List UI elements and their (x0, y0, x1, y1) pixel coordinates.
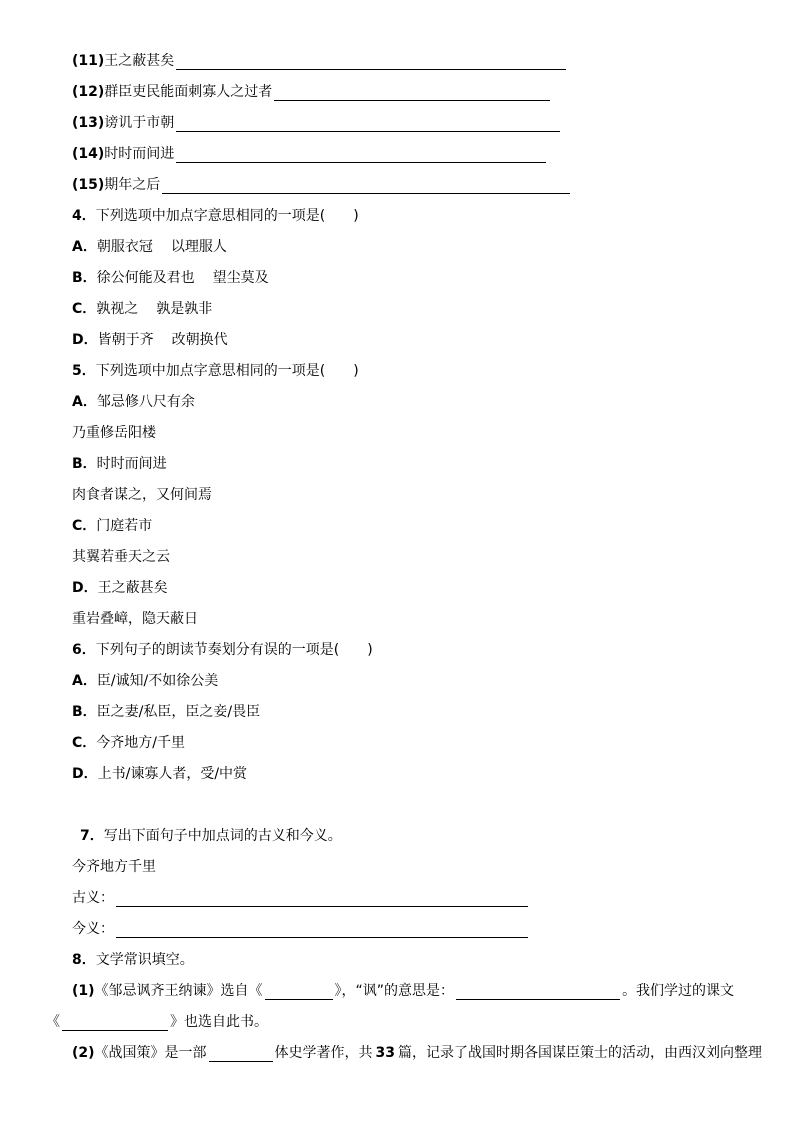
q6-option-d[interactable] (72, 765, 247, 783)
option-text-a: 邹忌修八尺有余 (96, 394, 195, 410)
q5-option-d-line2 (72, 610, 198, 628)
question-text: 文学常识填空。 (95, 952, 194, 968)
option-text-b: 以理服人 (170, 239, 227, 255)
q3-item-12 (72, 83, 552, 101)
option-text-a: 时时而间进 (96, 456, 167, 472)
modern-meaning-label: 今义： (72, 921, 114, 937)
item-number: (12) (72, 84, 105, 100)
option-text-a: 孰视之 (96, 301, 139, 317)
option-label: C． (72, 735, 97, 751)
option-text-b: 望尘莫及 (212, 270, 269, 286)
q3-item-14 (72, 145, 548, 163)
item-text: 时时而间进 (104, 146, 175, 162)
q5-option-d[interactable] (72, 579, 168, 597)
option-label: D． (72, 580, 98, 596)
option-label: D． (72, 332, 98, 348)
option-text-b: 其翼若垂天之云 (72, 549, 170, 565)
question-text: 下列选项中加点字意思相同的一项是( ) (95, 208, 359, 224)
question-number: 8． (72, 952, 96, 968)
modern-meaning-blank[interactable] (116, 923, 528, 938)
q8-part-2 (72, 1044, 762, 1062)
q3-item-15 (72, 176, 572, 194)
q4-stem (72, 207, 359, 225)
option-label: A． (72, 673, 97, 689)
part-text-b: 体史学著作，共 (274, 1045, 373, 1061)
option-text-b: 孰是孰非 (156, 301, 213, 317)
option-text-b: 重岩叠嶂，隐天蔽日 (72, 611, 198, 627)
item-text: 期年之后 (104, 177, 161, 193)
q5-option-a[interactable] (72, 393, 195, 411)
q7-modern-meaning (72, 920, 530, 938)
q6-option-b[interactable] (72, 703, 260, 721)
source-book-blank[interactable] (265, 985, 333, 1000)
option-text-b: 改朝换代 (171, 332, 228, 348)
part-text-a: 《邹忌讽齐王纳谏》选自《 (94, 983, 263, 999)
option-label: A． (72, 394, 97, 410)
answer-blank[interactable] (176, 55, 566, 70)
answer-blank[interactable] (162, 179, 570, 194)
item-text: 谤讥于市朝 (104, 115, 175, 131)
item-number: (15) (72, 177, 105, 193)
q7-ancient-meaning (72, 889, 530, 907)
q3-item-13 (72, 114, 562, 132)
part-number: (2) (72, 1045, 95, 1061)
option-label: D． (72, 766, 98, 782)
item-text: 群臣吏民能面刺寡人之过者 (104, 84, 273, 100)
feng-meaning-blank[interactable] (456, 985, 620, 1000)
q7-stem (80, 827, 342, 845)
q8-part-1 (72, 982, 734, 1000)
option-label: C． (72, 301, 97, 317)
question-number: 6． (72, 642, 96, 658)
q4-option-c[interactable] (72, 300, 212, 318)
q5-option-b-line2 (72, 486, 212, 504)
item-number: (11) (72, 53, 105, 69)
answer-blank[interactable] (274, 86, 550, 101)
option-text-b: 乃重修岳阳楼 (72, 425, 156, 441)
option-text-a: 皆朝于齐 (97, 332, 154, 348)
q4-option-b[interactable] (72, 269, 269, 287)
q8-stem (72, 951, 194, 969)
q5-stem (72, 362, 359, 380)
q5-option-a-line2 (72, 424, 156, 442)
option-text-a: 门庭若市 (96, 518, 153, 534)
lesson-title-blank[interactable] (62, 1016, 168, 1031)
question-text: 写出下面句子中加点词的古义和今义。 (103, 828, 342, 844)
option-label: B． (72, 704, 97, 720)
option-label: A． (72, 239, 97, 255)
item-text: 王之蔽甚矣 (104, 53, 175, 69)
option-text: 臣之妻/私臣，臣之妾/畏臣 (96, 704, 261, 720)
q8-part-1-line2 (46, 1013, 268, 1031)
q6-option-c[interactable] (72, 734, 185, 752)
part-number: (1) (72, 983, 95, 999)
q5-option-b[interactable] (72, 455, 167, 473)
chapter-count: 33 (375, 1045, 396, 1061)
option-label: C． (72, 518, 97, 534)
question-number: 5． (72, 363, 96, 379)
item-number: (13) (72, 115, 105, 131)
q7-sentence (72, 858, 156, 876)
part-text-c: 篇，记录了战国时期各国谋臣策士的活动，由西汉刘向整理 (398, 1045, 763, 1061)
option-label: B． (72, 270, 97, 286)
item-number: (14) (72, 146, 105, 162)
option-text-a: 徐公何能及君也 (96, 270, 195, 286)
part-text-c: 。我们学过的课文 (622, 983, 735, 999)
answer-blank[interactable] (176, 148, 546, 163)
option-text-a: 朝服衣冠 (96, 239, 153, 255)
question-number: 4． (72, 208, 96, 224)
genre-blank[interactable] (209, 1047, 273, 1062)
ancient-meaning-label: 古义： (72, 890, 114, 906)
part-text-e: 》也选自此书。 (170, 1014, 268, 1030)
q3-item-11 (72, 52, 568, 70)
q6-option-a[interactable] (72, 672, 218, 690)
ancient-meaning-blank[interactable] (116, 892, 528, 907)
option-text-a: 王之蔽甚矣 (97, 580, 168, 596)
option-text: 今齐地方/千里 (96, 735, 185, 751)
question-text: 下列选项中加点字意思相同的一项是( ) (95, 363, 359, 379)
question-text: 下列句子的朗读节奏划分有误的一项是( ) (95, 642, 373, 658)
option-text: 上书/谏寡人者，受/中赏 (97, 766, 248, 782)
q5-option-c-line2 (72, 548, 170, 566)
q4-option-d[interactable] (72, 331, 228, 349)
option-text: 臣/诚知/不如徐公美 (96, 673, 219, 689)
q4-option-a[interactable] (72, 238, 227, 256)
sentence-text: 今齐地方千里 (72, 859, 156, 875)
part-text-b: 》，“讽”的意思是： (334, 983, 455, 999)
q5-option-c[interactable] (72, 517, 152, 535)
part-text-a: 《战国策》是一部 (94, 1045, 207, 1061)
option-text-b: 肉食者谋之，又何间焉 (72, 487, 212, 503)
question-number: 7． (80, 828, 104, 844)
part-text-d: 《 (46, 1014, 60, 1030)
option-label: B． (72, 456, 97, 472)
q6-stem (72, 641, 373, 659)
answer-blank[interactable] (176, 117, 560, 132)
